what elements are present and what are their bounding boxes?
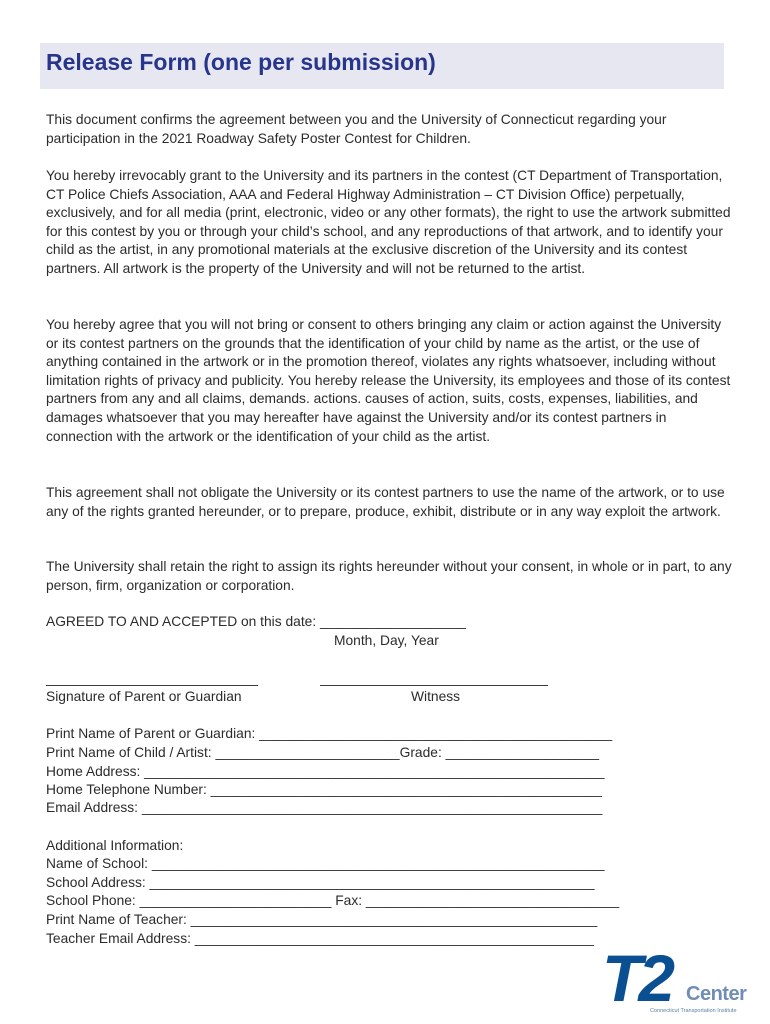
home-address-field[interactable]: Home Address: ____________________________________________________________ — [46, 764, 605, 779]
school-name-field[interactable]: Name of School: ___________________________________________________________ — [46, 856, 605, 871]
home-telephone-field[interactable]: Home Telephone Number: ___________________________________________________ — [46, 782, 602, 797]
email-address-field[interactable]: Email Address: ____________________________________________________________ — [46, 800, 603, 815]
page-title: Release Form (one per submission) — [46, 49, 436, 75]
signature-label: Signature of Parent or Guardian — [46, 689, 242, 704]
parent-signature-line[interactable] — [46, 685, 258, 686]
assignment-paragraph: The University shall retain the right to assign its rights hereunder without your consent, in whole or in part, to any person, firm, organization or corporation. — [46, 559, 732, 593]
teacher-email-field[interactable]: Teacher Email Address: ____________________________________________________ — [46, 931, 594, 946]
witness-signature-line[interactable] — [320, 685, 548, 686]
title-banner — [40, 43, 724, 89]
logo-tagline: Connecticut Transportation Institute — [650, 1008, 737, 1014]
witness-label: Witness — [411, 689, 461, 704]
logo-mark: T2 — [602, 941, 672, 1015]
agreed-date-line[interactable]: AGREED TO AND ACCEPTED on this date: ___________________ — [46, 614, 466, 629]
additional-info-heading: Additional Information: — [46, 838, 184, 853]
date-format-hint: Month, Day, Year — [334, 633, 439, 648]
school-phone-fax-field[interactable]: School Phone: _________________________ Fax: _________________________________ — [46, 893, 620, 908]
obligation-paragraph: This agreement shall not obligate the University or its contest partners to use the name of the artwork, or to use any of the rights granted hereunder, or to prepare, produce, exhibit, distribute or in any way exploit the artwork. — [46, 485, 725, 519]
parent-name-field[interactable]: Print Name of Parent or Guardian: ______________________________________________ — [46, 726, 613, 741]
intro-paragraph: This document confirms the agreement between you and the University of Connecticut regarding your participation in the 2021 Roadway Safety Poster Contest for Children. — [46, 112, 667, 146]
child-name-grade-field[interactable]: Print Name of Child / Artist: ________________________Grade: ____________________ — [46, 745, 600, 760]
grant-paragraph: You hereby irrevocably grant to the University and its partners in the contest (CT Department of Transportation, CT Police Chiefs Association, AAA and Federal Highway Administration – CT Division Office) perpetually, exclusively, and for all media (print, electronic, video or any other formats), the right to use the artwork submitted for this contest by you or through your child’s school, and any reproductions of that artwork, and to identify your child as the artist, in any promotional materials at the exclusive discretion of the University and its contest partners. All artwork is the property of the University and will not be returned to the artist. — [46, 168, 731, 276]
logo-word: Center — [686, 983, 747, 1005]
school-address-field[interactable]: School Address: __________________________________________________________ — [46, 875, 595, 890]
teacher-name-field[interactable]: Print Name of Teacher: _____________________________________________________ — [46, 912, 598, 927]
release-paragraph: You hereby agree that you will not bring or consent to others bringing any claim or action against the University or its contest partners on the grounds that the identification of your child by name as the artist, or the use of anything contained in the artwork or in the promotion thereof, violates any rights whatsoever, including without limitation rights of privacy and publicity. You hereby release the University, its employees and those of its contest partners from any and all claims, demands. actions. causes of action, suits, costs, expenses, liabilities, and damages whatsoever that you may hereafter have against the University and/or its contest partners in connection with the artwork or the identification of your child as the artist. — [46, 317, 731, 444]
t2-center-logo — [600, 941, 760, 1016]
